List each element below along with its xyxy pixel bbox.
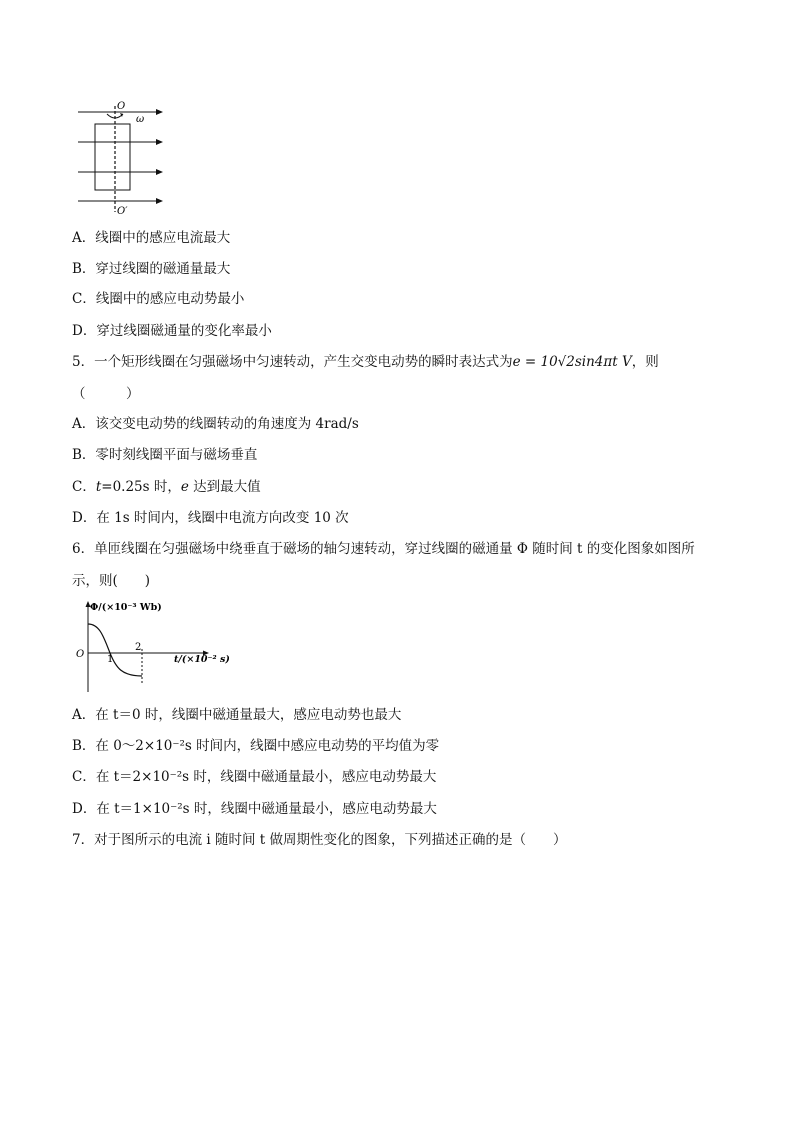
- q5-option-b: B．零时刻线圈平面与磁场垂直: [72, 447, 258, 463]
- origin-label: O: [76, 649, 85, 660]
- q5-option-c: [72, 478, 261, 496]
- q7-stem: 7．对于图所示的电流 i 随时间 t 做周期性变化的图象，下列描述正确的是（ ）: [72, 832, 567, 848]
- q5-answer-paren: （ ）: [72, 386, 140, 402]
- q6-option-c: C．在 t＝2×10⁻²s 时，线圈中磁通量最小，感应电动势最大: [72, 769, 437, 785]
- q4-option-b: B．穿过线圈的磁通量最大: [72, 261, 231, 277]
- q5-stem-post: ，则: [631, 354, 659, 370]
- label-o-bottom: O′: [117, 206, 128, 216]
- y-axis-label: Φ/(×10⁻³ Wb): [90, 602, 162, 613]
- x-axis-label: t/(×10⁻² s): [174, 654, 230, 665]
- q5-option-c-var-e: e: [180, 479, 189, 495]
- label-omega: ω: [136, 114, 145, 125]
- q6-stem-line1: 6．单匝线圈在匀强磁场中绕垂直于磁场的轴匀速转动，穿过线圈的磁通量 Φ 随时间 t 的变化图象如图所: [72, 541, 695, 557]
- q5-formula: e = 10√2sin4πt V: [512, 354, 632, 370]
- coil-rectangle: [95, 124, 130, 190]
- tick-label-1: 1: [107, 654, 114, 665]
- q5-option-c-post: 达到最大值: [188, 479, 261, 495]
- q5-option-c-var-t: t: [95, 479, 102, 495]
- label-o-top: O: [117, 101, 126, 112]
- q6-option-b: B．在 0～2×10⁻²s 时间内，线圈中感应电动势的平均值为零: [72, 738, 440, 754]
- flux-curve: [88, 624, 142, 676]
- q5-option-c-pre: C．: [72, 479, 96, 495]
- q5-stem-pre: 5．一个矩形线圈在匀强磁场中匀速转动，产生交变电动势的瞬时表达式为: [72, 354, 513, 370]
- q5-stem: [72, 353, 659, 371]
- q5-option-a: A．该交变电动势的线圈转动的角速度为 4rad/s: [72, 416, 359, 432]
- q4-option-d: D．穿过线圈磁通量的变化率最小: [72, 323, 272, 339]
- coil-rotation-figure: [74, 100, 174, 216]
- q5-option-c-mid: =0.25s 时，: [101, 479, 181, 495]
- q4-option-a: A．线圈中的感应电流最大: [72, 230, 231, 246]
- q6-option-d: D．在 t＝1×10⁻²s 时，线圈中磁通量最小，感应电动势最大: [72, 801, 437, 817]
- flux-time-graph: [74, 598, 234, 696]
- q6-option-a: A．在 t＝0 时，线圈中磁通量最大，感应电动势也最大: [72, 707, 402, 723]
- q5-option-d: D．在 1s 时间内，线圈中电流方向改变 10 次: [72, 510, 349, 526]
- q6-stem-line2: 示，则( ): [72, 573, 151, 589]
- tick-label-2: 2: [135, 642, 142, 653]
- q4-option-c: C．线圈中的感应电动势最小: [72, 291, 245, 307]
